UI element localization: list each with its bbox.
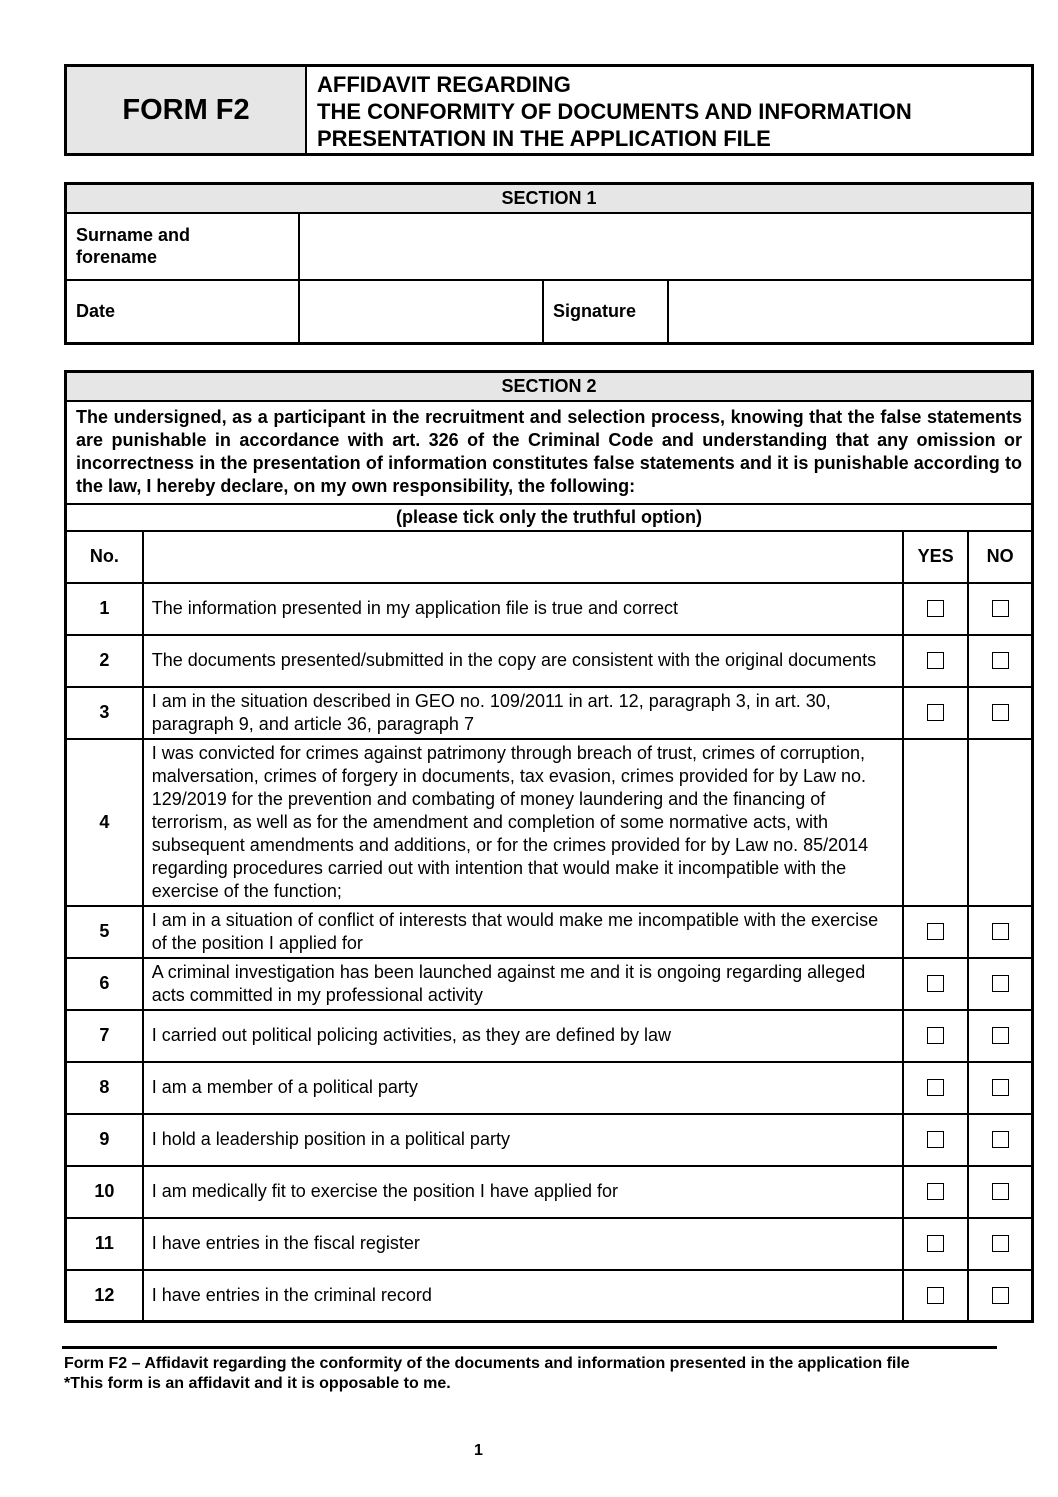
table-row: [66, 958, 1033, 1010]
form-title-line-1: AFFIDAVIT REGARDING: [317, 72, 571, 97]
footer-divider: [62, 1346, 997, 1349]
row-statement: The information presented in my application file is true and correct: [143, 583, 903, 635]
row-statement: I was convicted for crimes against patrimony through breach of trust, crimes of corruption, malversation, crimes of forgery in documents, tax evasion, crimes provided for by Law no. 129/2019 for the prevention and combating of money laundering and the financing of terrorism, as well as for the amendment and completion of some normative acts, with subsequent amendments and additions, or for the crimes provided for by Law no. 85/2014 regarding procedures carried out with intention that would make it incompatible with the exercise of the function;: [143, 739, 903, 906]
row-statement: I am a member of a political party: [143, 1062, 903, 1114]
no-checkbox[interactable]: [992, 1235, 1009, 1252]
table-row: [66, 687, 1033, 739]
row-number: 8: [66, 1062, 143, 1114]
row-statement: I have entries in the criminal record: [143, 1270, 903, 1322]
row-statement: I have entries in the fiscal register: [143, 1218, 903, 1270]
no-checkbox[interactable]: [992, 1027, 1009, 1044]
yes-checkbox[interactable]: [927, 1183, 944, 1200]
table-row: [66, 1166, 1033, 1218]
row-number: 10: [66, 1166, 143, 1218]
no-checkbox[interactable]: [992, 923, 1009, 940]
row-number: 2: [66, 635, 143, 687]
row-number: 6: [66, 958, 143, 1010]
form-title-line-3: PRESENTATION IN THE APPLICATION FILE: [317, 126, 771, 151]
form-label: FORM F2: [67, 67, 307, 153]
table-row: [66, 635, 1033, 687]
row-number: 11: [66, 1218, 143, 1270]
yes-checkbox[interactable]: [927, 1235, 944, 1252]
section-2-table: [64, 370, 1034, 1323]
date-label: Date: [66, 280, 300, 344]
signature-label: Signature: [543, 280, 668, 344]
row-number: 3: [66, 687, 143, 739]
yes-checkbox[interactable]: [927, 1287, 944, 1304]
yes-checkbox[interactable]: [927, 1079, 944, 1096]
table-row: [66, 739, 1033, 906]
form-title-line-2: THE CONFORMITY OF DOCUMENTS AND INFORMATION: [317, 99, 912, 124]
yes-checkbox[interactable]: [927, 600, 944, 617]
column-header-yes: YES: [903, 531, 968, 583]
column-header-no: No.: [66, 531, 143, 583]
table-row: [66, 583, 1033, 635]
form-header: [64, 64, 1034, 156]
row-statement: I hold a leadership position in a political party: [143, 1114, 903, 1166]
surname-label: Surname and forename: [66, 213, 300, 280]
row-number: 9: [66, 1114, 143, 1166]
yes-checkbox[interactable]: [927, 704, 944, 721]
no-checkbox[interactable]: [992, 704, 1009, 721]
row-number: 1: [66, 583, 143, 635]
yes-checkbox[interactable]: [927, 923, 944, 940]
no-checkbox[interactable]: [992, 1183, 1009, 1200]
row-statement: I am in a situation of conflict of interests that would make me incompatible with the exercise of the position I applied for: [143, 906, 903, 958]
no-checkbox[interactable]: [992, 1287, 1009, 1304]
yes-checkbox[interactable]: [927, 1131, 944, 1148]
surname-field[interactable]: [299, 213, 1032, 280]
table-row: [66, 1218, 1033, 1270]
declaration-text: The undersigned, as a participant in the recruitment and selection process, knowing that the false statements are punishable in accordance with art. 326 of the Criminal Code and understanding that any omission or incorrectness in the presentation of information constitutes false statements and it is punishable according to the law, I hereby declare, on my own responsibility, the following:: [66, 401, 1033, 504]
yes-checkbox[interactable]: [927, 975, 944, 992]
row-statement: I carried out political policing activities, as they are defined by law: [143, 1010, 903, 1062]
page-number: 1: [474, 1442, 483, 1459]
section-2-title: SECTION 2: [66, 372, 1033, 401]
row-statement: The documents presented/submitted in the copy are consistent with the original documents: [143, 635, 903, 687]
no-checkbox[interactable]: [992, 1131, 1009, 1148]
footer-notes: [64, 1354, 994, 1394]
table-row: [66, 1010, 1033, 1062]
section-1-table: [64, 182, 1034, 345]
table-row: [66, 1062, 1033, 1114]
column-header-no-option: NO: [968, 531, 1032, 583]
row-number: 12: [66, 1270, 143, 1322]
footer-affidavit-note: *This form is an affidavit and it is opposable to me.: [64, 1375, 451, 1392]
no-checkbox[interactable]: [992, 652, 1009, 669]
yes-checkbox[interactable]: [927, 1027, 944, 1044]
table-row: [66, 1270, 1033, 1322]
instruction-text: (please tick only the truthful option): [66, 504, 1033, 531]
column-header-statement: [143, 531, 903, 583]
row-number: 5: [66, 906, 143, 958]
table-row: [66, 1114, 1033, 1166]
table-row: [66, 906, 1033, 958]
row-statement: I am in the situation described in GEO no. 109/2011 in art. 12, paragraph 3, in art. 30, paragraph 9, and article 36, paragraph 7: [143, 687, 903, 739]
no-checkbox[interactable]: [992, 600, 1009, 617]
date-field[interactable]: [299, 280, 543, 344]
no-checkbox[interactable]: [992, 975, 1009, 992]
section-1-title: SECTION 1: [66, 184, 1033, 213]
no-checkbox[interactable]: [992, 1079, 1009, 1096]
row-statement: I am medically fit to exercise the position I have applied for: [143, 1166, 903, 1218]
signature-field[interactable]: [668, 280, 1032, 344]
footer-form-description: Form F2 – Affidavit regarding the conformity of the documents and information presented in the application file: [64, 1355, 910, 1372]
form-title: [307, 67, 1031, 153]
row-number: 7: [66, 1010, 143, 1062]
row-number: 4: [66, 739, 143, 906]
yes-checkbox[interactable]: [927, 652, 944, 669]
row-statement: A criminal investigation has been launched against me and it is ongoing regarding alleged acts committed in my professional activity: [143, 958, 903, 1010]
